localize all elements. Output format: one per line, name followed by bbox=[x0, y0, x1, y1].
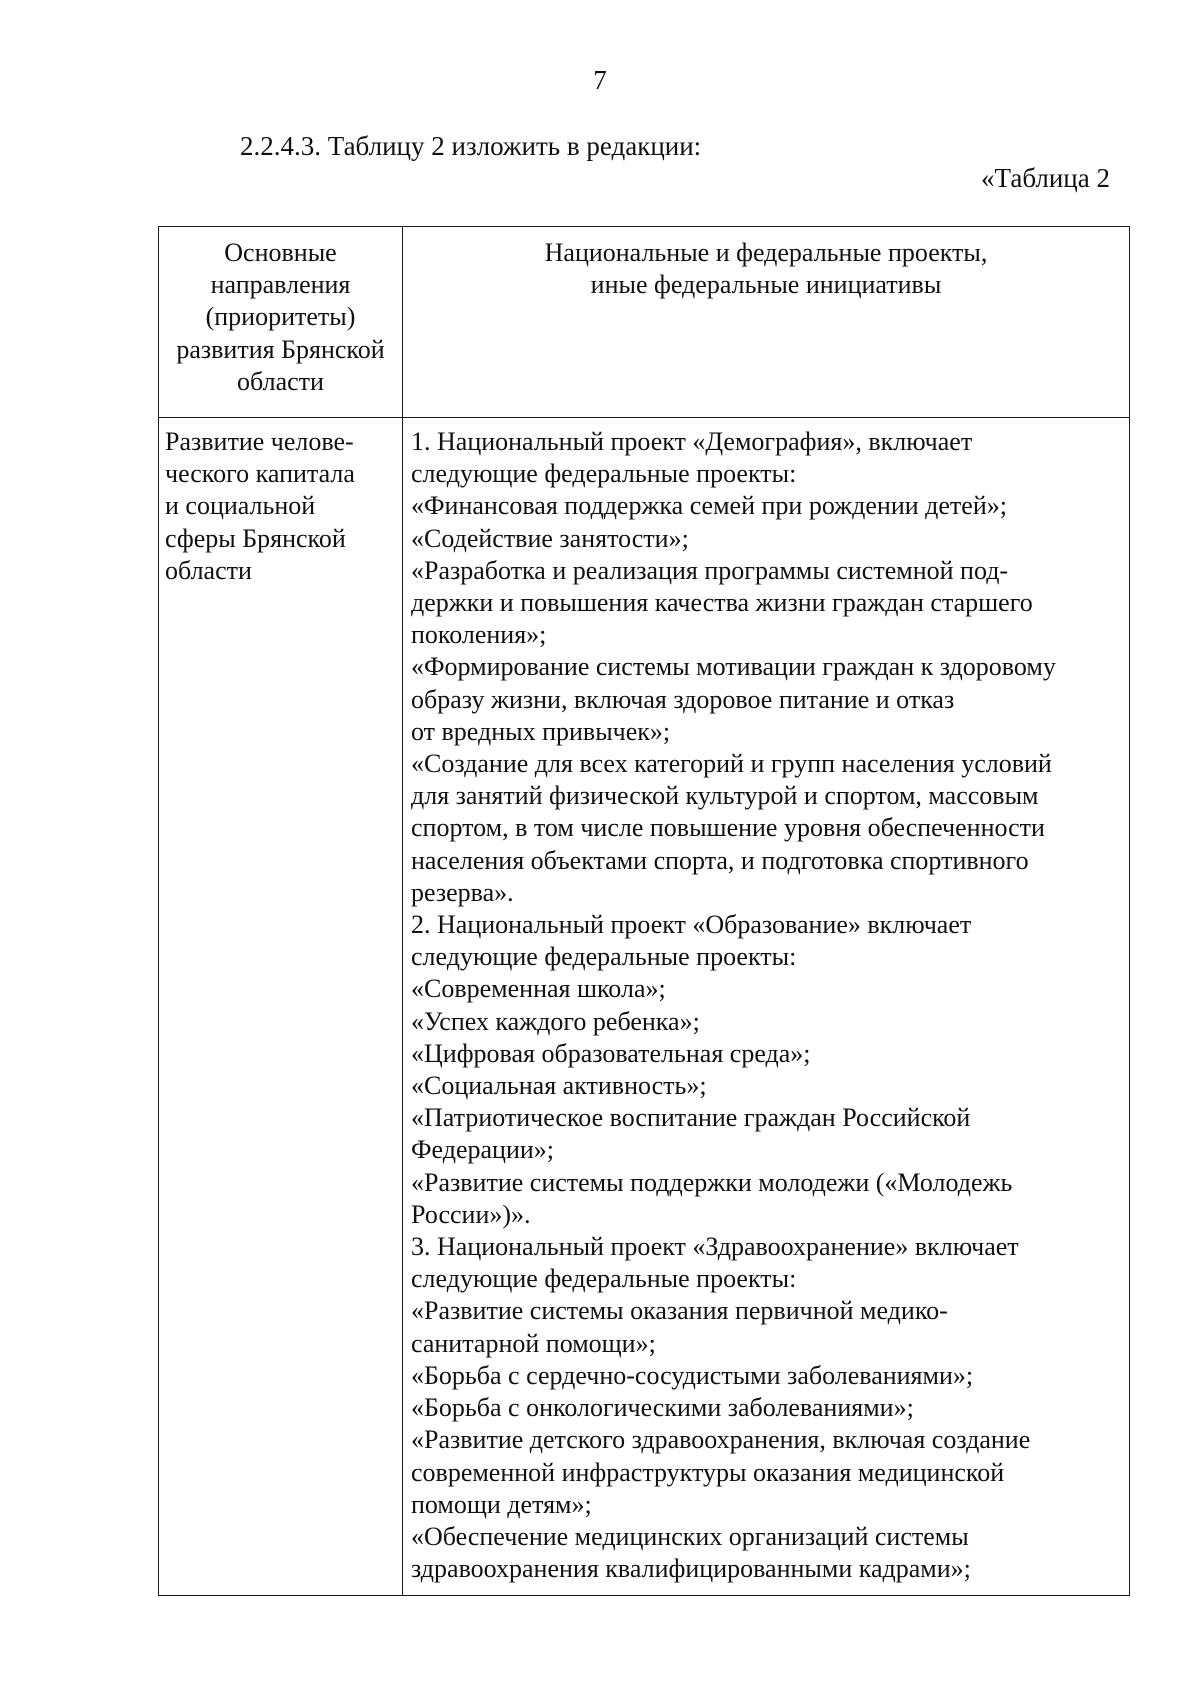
cell-line: «Разработка и реализация программы системной под- bbox=[411, 555, 1009, 585]
cell-line: современной инфраструктуры оказания медицинской bbox=[411, 1457, 1005, 1487]
direction-cell bbox=[159, 418, 403, 1596]
cell-line: поколения»; bbox=[411, 620, 547, 650]
cell-line: «Цифровая образовательная среда»; bbox=[411, 1038, 811, 1068]
header-line: Основные bbox=[224, 238, 337, 267]
cell-line: «Содействие занятости»; bbox=[411, 523, 689, 553]
header-line: (приоритеты) bbox=[205, 302, 356, 332]
cell-line: «Формирование системы мотивации граждан к здоровому bbox=[411, 652, 1056, 682]
cell-line: области bbox=[165, 555, 252, 585]
cell-line: держки и повышения качества жизни граждан старшего bbox=[411, 588, 1033, 618]
cell-line: «Успех каждого ребенка»; bbox=[411, 1006, 700, 1036]
cell-line: Развитие челове- bbox=[165, 427, 354, 456]
cell-line: для занятий физической культурой и спортом, массовым bbox=[411, 781, 1039, 811]
cell-line: «Развитие системы оказания первичной медико- bbox=[411, 1296, 948, 1326]
cell-line: следующие федеральные проекты: bbox=[411, 459, 797, 489]
header-line: Национальные и федеральные проекты, bbox=[544, 238, 988, 267]
table-row bbox=[159, 418, 1130, 1596]
cell-line: 1. Национальный проект «Демография», включает bbox=[411, 427, 973, 456]
cell-line: санитарной помощи»; bbox=[411, 1328, 656, 1358]
cell-line: «Патриотическое воспитание граждан Российской bbox=[411, 1103, 971, 1133]
page-number: 7 bbox=[593, 65, 607, 95]
cell-line: «Финансовая поддержка семей при рождении детей»; bbox=[411, 491, 1007, 521]
cell-line: «Развитие системы поддержки молодежи («Молодежь bbox=[411, 1167, 1013, 1197]
cell-line: резерва». bbox=[411, 877, 514, 907]
cell-line: образу жизни, включая здоровое питание и отказ bbox=[411, 684, 955, 714]
cell-line: следующие федеральные проекты: bbox=[411, 1264, 797, 1294]
cell-line: 3. Национальный проект «Здравоохранение» включает bbox=[411, 1232, 1019, 1262]
header-directions bbox=[159, 227, 403, 418]
cell-line: России»)». bbox=[411, 1199, 531, 1229]
cell-line: помощи детям»; bbox=[411, 1489, 592, 1519]
projects-table bbox=[158, 226, 1130, 1596]
cell-line: населения объектами спорта, и подготовка спортивного bbox=[411, 845, 1029, 875]
cell-line: следующие федеральные проекты: bbox=[411, 942, 797, 972]
header-line: иные федеральные инициативы bbox=[590, 270, 942, 300]
projects-cell bbox=[403, 418, 1130, 1596]
cell-line: «Социальная активность»; bbox=[411, 1071, 707, 1101]
cell-line: «Современная школа»; bbox=[411, 974, 666, 1004]
cell-line: «Борьба с онкологическими заболеваниями»; bbox=[411, 1393, 914, 1423]
table-header-row bbox=[159, 227, 1130, 418]
cell-line: «Обеспечение медицинских организаций системы bbox=[411, 1521, 969, 1551]
cell-line: «Борьба с сердечно-сосудистыми заболеваниями»; bbox=[411, 1360, 974, 1390]
cell-line: ческого капитала bbox=[165, 459, 355, 489]
cell-line: сферы Брянской bbox=[165, 523, 346, 553]
header-projects bbox=[403, 227, 1130, 418]
cell-line: от вредных привычек»; bbox=[411, 716, 671, 746]
table-caption: «Таблица 2 bbox=[981, 163, 1110, 193]
header-line: развития Брянской bbox=[176, 334, 385, 364]
header-line: направления bbox=[210, 270, 351, 300]
cell-line: здравоохранения квалифицированными кадрами»; bbox=[411, 1554, 971, 1584]
cell-line: 2. Национальный проект «Образование» включает bbox=[411, 910, 972, 940]
cell-line: «Создание для всех категорий и групп населения условий bbox=[411, 749, 1052, 779]
cell-line: спортом, в том числе повышение уровня обеспеченности bbox=[411, 813, 1045, 843]
cell-line: и социальной bbox=[165, 491, 316, 521]
amendment-instruction: 2.2.4.3. Таблицу 2 изложить в редакции: bbox=[240, 131, 702, 161]
cell-line: «Развитие детского здравоохранения, включая создание bbox=[411, 1425, 1031, 1455]
cell-line: Федерации»; bbox=[411, 1135, 555, 1165]
header-line: области bbox=[237, 366, 324, 396]
